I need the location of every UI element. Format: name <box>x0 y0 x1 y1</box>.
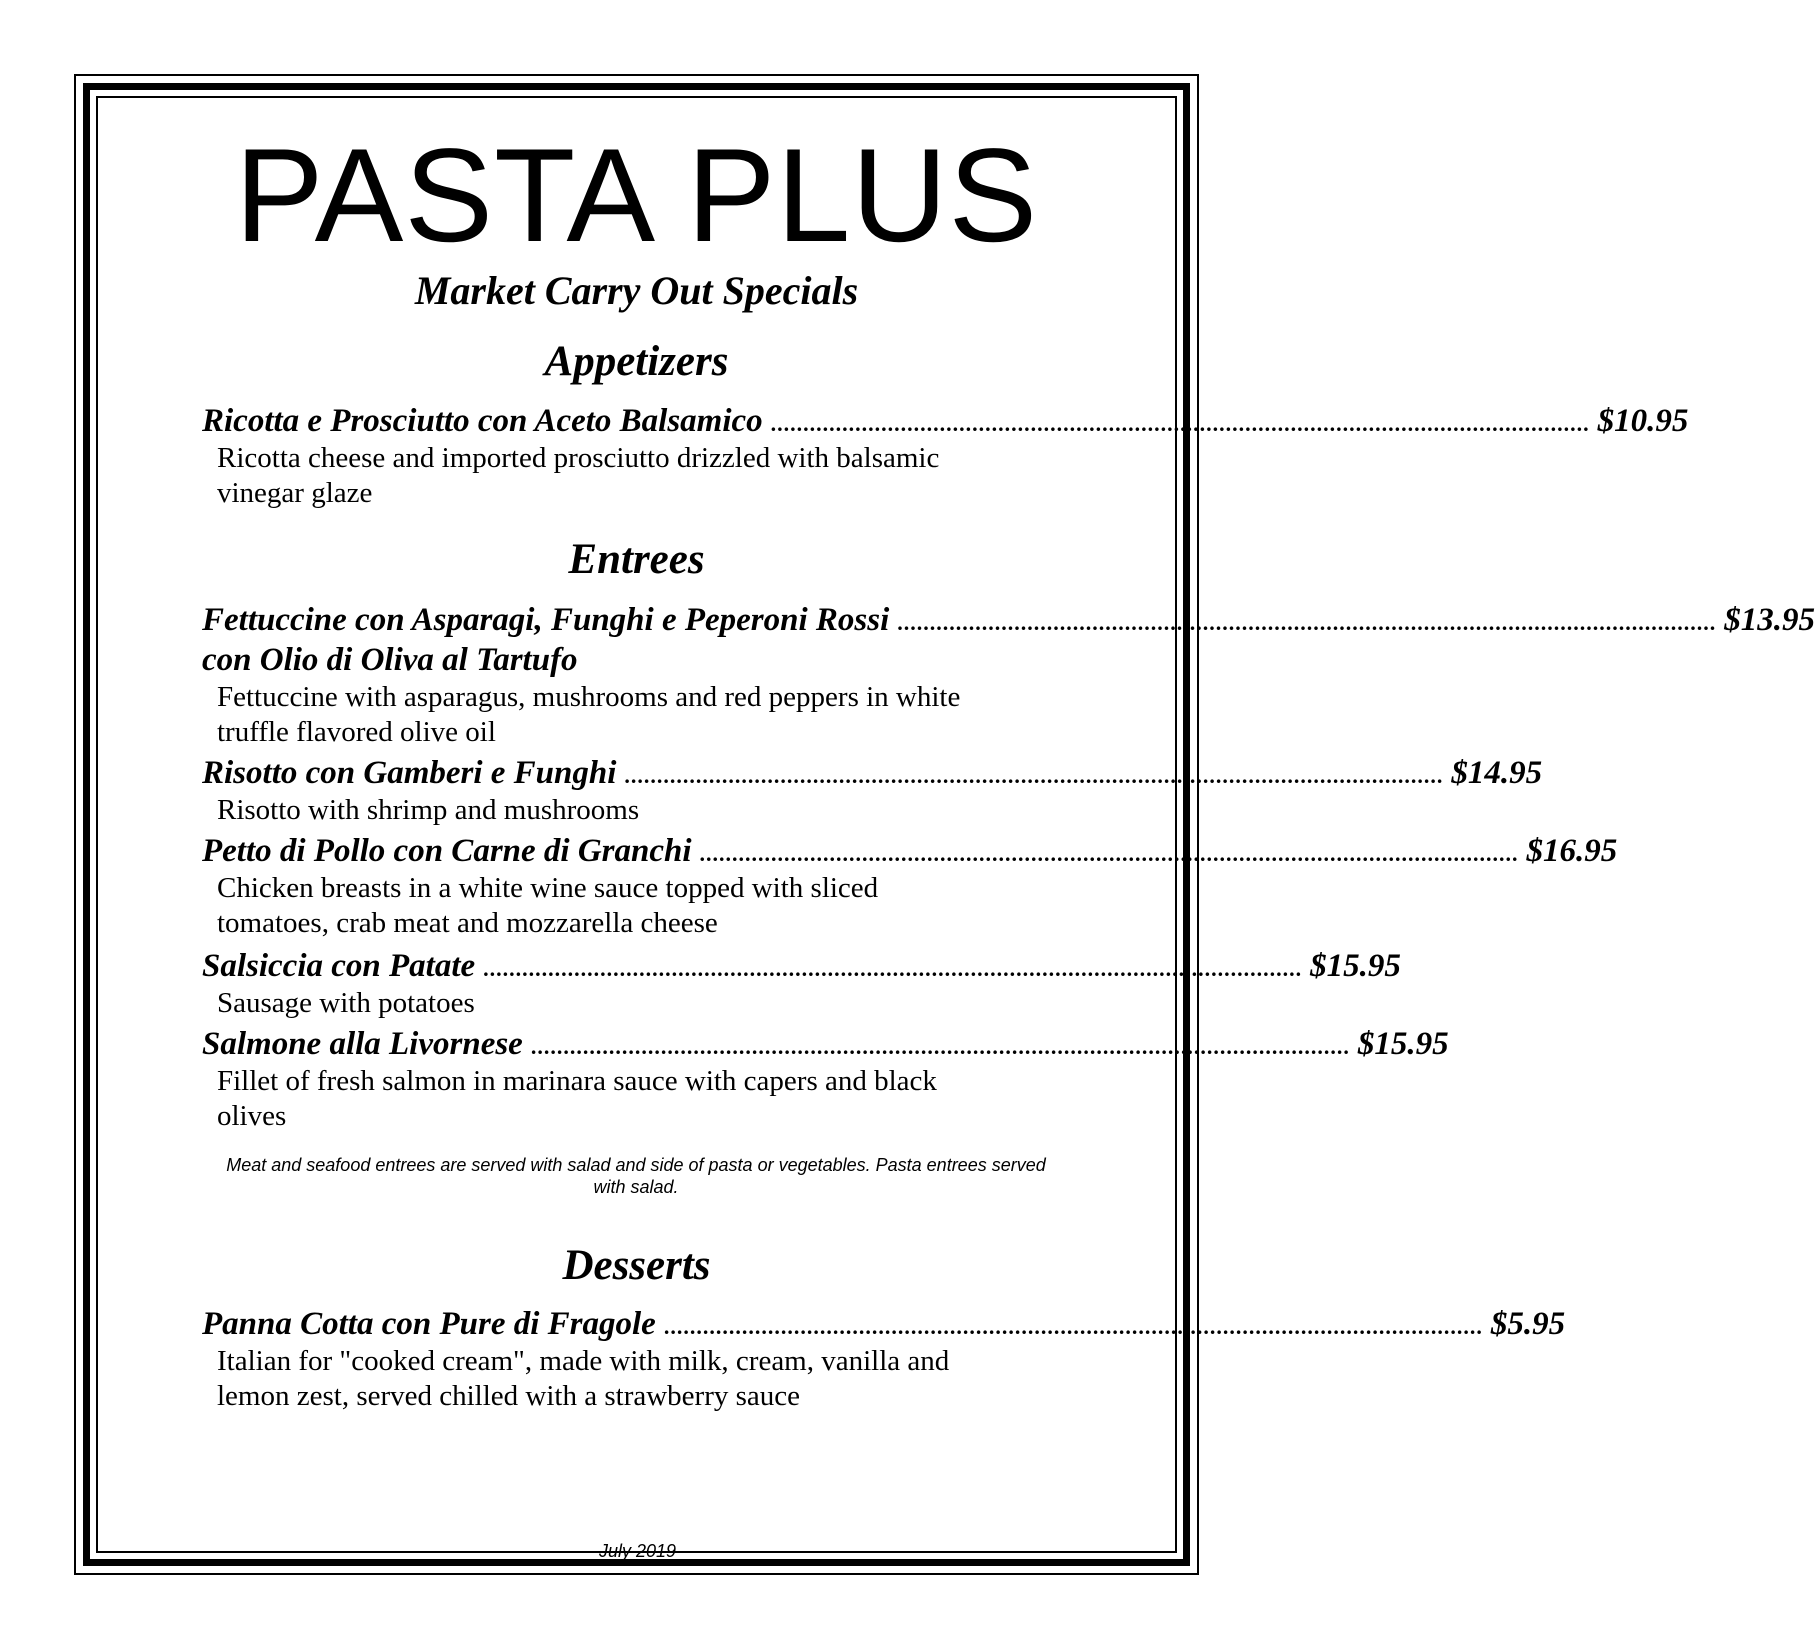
item-description: Italian for "cooked cream", made with milk, cream, vanilla and lemon zest, served chilled with a strawberry sauce <box>217 1345 950 1412</box>
item-description: Chicken breasts in a white wine sauce topped with sliced tomatoes, crab meat and mozzarella cheese <box>217 872 879 939</box>
item-description: Sausage with potatoes <box>217 987 475 1019</box>
item-name: Risotto con Gamberi e Funghi <box>202 755 617 791</box>
dot-leader: .............................................................................................................................. <box>530 1034 1350 1059</box>
menu-item-salmone <box>202 1024 1449 1134</box>
item-price: $15.95 <box>1357 1026 1449 1062</box>
appetizers-heading: Appetizers <box>544 338 729 385</box>
entrees-heading: Entrees <box>568 536 705 583</box>
item-price: $10.95 <box>1597 403 1689 439</box>
item-name: Salmone alla Livornese <box>202 1026 523 1062</box>
entrees-note: Meat and seafood entrees are served with salad and side of pasta or vegetables. Pasta entrees served with salad. <box>226 1155 1046 1197</box>
dot-leader: .............................................................................................................................. <box>770 411 1590 436</box>
desserts-heading: Desserts <box>562 1242 711 1289</box>
menu-item-ricotta-prosciutto <box>202 401 1689 511</box>
item-description: Fettuccine with asparagus, mushrooms and red peppers in white truffle flavored olive oil <box>217 681 961 748</box>
menu-content <box>96 96 1815 1553</box>
item-name: Fettuccine con Asparagi, Funghi e Peperoni Rossi <box>202 602 890 638</box>
item-description: Ricotta cheese and imported prosciutto drizzled with balsamic vinegar glaze <box>217 442 940 509</box>
dot-leader: .............................................................................................................................. <box>699 841 1519 866</box>
dot-leader: .............................................................................................................................. <box>483 956 1303 981</box>
menu-subtitle: Market Carry Out Specials <box>414 268 859 313</box>
item-name-continued: con Olio di Oliva al Tartufo <box>202 642 578 678</box>
item-price: $13.95 <box>1724 602 1815 638</box>
menu-item-salsiccia <box>202 946 1401 1021</box>
menu-date-footer: July 2019 <box>598 1541 677 1561</box>
item-price: $16.95 <box>1526 833 1618 869</box>
item-price: $15.95 <box>1310 948 1401 984</box>
item-name: Ricotta e Prosciutto con Aceto Balsamico <box>202 403 763 439</box>
restaurant-title: PASTA PLUS <box>234 122 1039 270</box>
item-name: Panna Cotta con Pure di Fragole <box>202 1306 656 1342</box>
item-name: Petto di Pollo con Carne di Granchi <box>202 833 692 869</box>
item-description: Risotto with shrimp and mushrooms <box>217 794 640 826</box>
item-price: $14.95 <box>1451 755 1543 791</box>
dot-leader: .............................................................................................................................. <box>624 763 1444 788</box>
menu-item-risotto <box>202 753 1543 828</box>
item-description: Fillet of fresh salmon in marinara sauce with capers and black olives <box>217 1065 937 1132</box>
item-price: $5.95 <box>1490 1306 1566 1342</box>
dot-leader: .............................................................................................................................. <box>897 610 1717 635</box>
menu-item-panna-cotta <box>202 1304 1566 1414</box>
dot-leader: .............................................................................................................................. <box>663 1314 1483 1339</box>
item-name: Salsiccia con Patate <box>202 948 476 984</box>
menu-item-petto-di-pollo <box>202 831 1618 941</box>
menu-item-fettuccine <box>202 600 1815 750</box>
